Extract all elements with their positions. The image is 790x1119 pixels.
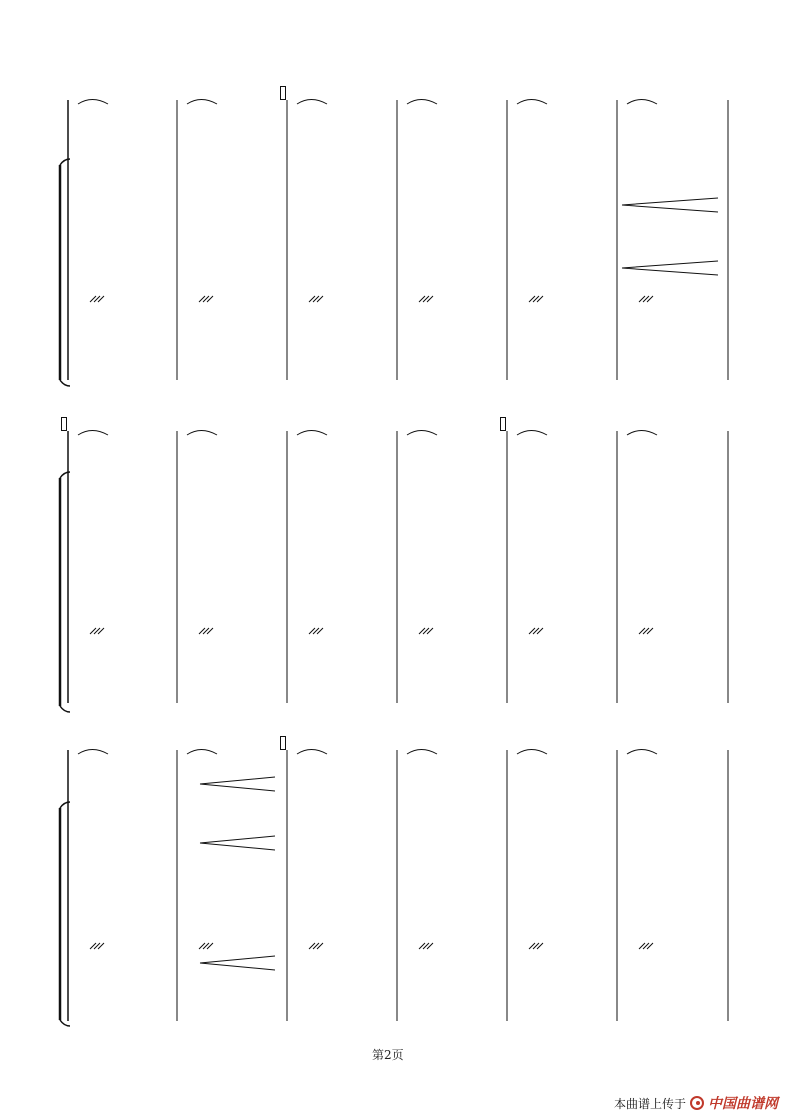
tremolo-mark (90, 296, 104, 302)
slur (517, 100, 547, 105)
diminuendo-hairpin (200, 777, 275, 791)
tremolo-mark (419, 628, 433, 634)
bracket-hook (60, 706, 70, 712)
slur (78, 431, 108, 436)
slur (627, 100, 657, 105)
site-logo-icon (690, 1096, 704, 1110)
tremolo-mark (639, 628, 653, 634)
crescendo-hairpin (622, 261, 718, 275)
footer-text: 本曲谱上传于 (613, 1096, 686, 1111)
measure-number-box (280, 736, 286, 750)
tremolo-mark (529, 628, 543, 634)
site-name: 中国曲谱网 (708, 1096, 778, 1112)
tremolo-mark (309, 296, 323, 302)
tremolo-mark (90, 628, 104, 634)
slur (407, 100, 437, 105)
measure-number-box (500, 417, 506, 431)
tremolo-mark (199, 943, 213, 949)
crescendo-hairpin (622, 198, 718, 212)
page-number: 第2页 (372, 1048, 404, 1062)
slur (517, 431, 547, 436)
footer (614, 1093, 778, 1113)
measure-number-box (61, 417, 67, 431)
slur (187, 750, 217, 755)
tremolo-mark (199, 628, 213, 634)
diminuendo-hairpin (200, 956, 275, 970)
tremolo-mark (309, 628, 323, 634)
tremolo-mark (529, 943, 543, 949)
slur (407, 750, 437, 755)
slur (407, 431, 437, 436)
slur (627, 431, 657, 436)
slur (627, 750, 657, 755)
tremolo-mark (639, 943, 653, 949)
slur (517, 750, 547, 755)
diminuendo-hairpin (200, 836, 275, 850)
slur (187, 100, 217, 105)
tremolo-mark (419, 943, 433, 949)
tremolo-mark (639, 296, 653, 302)
tremolo-mark (529, 296, 543, 302)
slur (78, 100, 108, 105)
bracket-hook (60, 380, 70, 386)
tremolo-mark (309, 943, 323, 949)
tremolo-mark (90, 943, 104, 949)
slur (187, 431, 217, 436)
slur (297, 431, 327, 436)
tremolo-mark (419, 296, 433, 302)
measure-number-box (280, 86, 286, 100)
slur (297, 100, 327, 105)
tremolo-mark (199, 296, 213, 302)
slur (78, 750, 108, 755)
slur (297, 750, 327, 755)
